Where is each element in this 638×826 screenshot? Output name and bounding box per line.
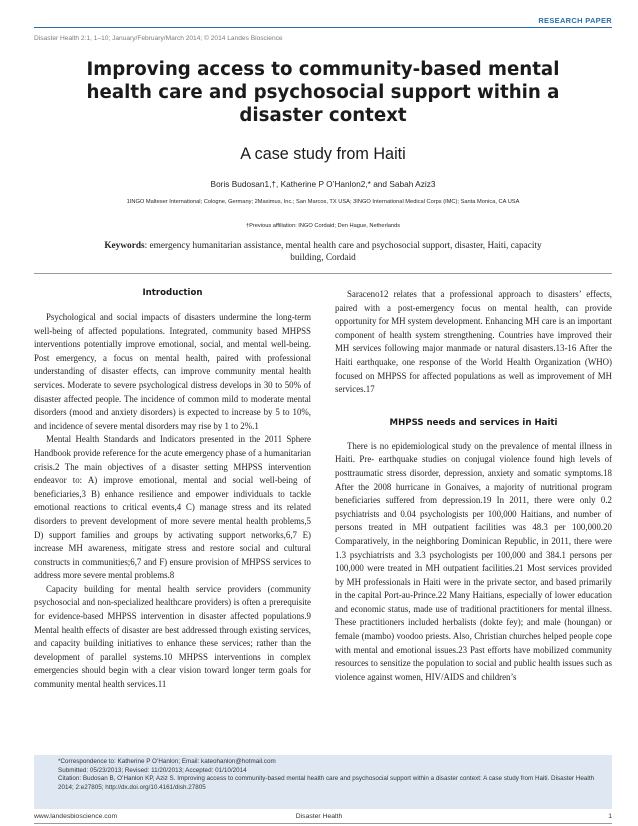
affiliations: 1INGO Malteser International; Cologne, Germany; 2Maximus, Inc.; San Marcos, TX USA; 3INGO International Medical Corps (IMC); Santa Monica, CA USA [126,199,520,205]
article-subtitle: A case study from Haiti [240,145,406,163]
keywords-text: emergency humanitarian assistance, mental health care and psychosocial support, disaster, Haiti, capacity building, Cordaid [149,241,542,263]
title-line-3: disaster context [239,105,407,126]
keywords-block: Keywords: emergency humanitarian assistance, mental health care and psychosocial support, disaster, Haiti, capacity building, Cordaid [104,241,542,263]
section-heading-introduction: Introduction [142,288,203,298]
title-line-1: Improving access to community-based mental [86,59,560,80]
body-paragraph: Saraceno12 relates that a professional approach to disasters’ effects, paired with a post-emergency focus on mental health, can provide opportunity for MH system development. Enhancing MH care is an important component of health system strengthening. Countries have improved their MH services following major manmade or natural disasters.13-16 After the Haiti earthquake, one response of the World Health Organization (WHO) focused on MHPSS for affected populations as well as improvement of MH services.17 [335,289,612,395]
keywords-rule [34,273,612,274]
right-column [335,288,612,684]
body-paragraph: Mental Health Standards and Indicators presented in the 2011 Sphere Handbook provide reference for the acute emergency phase of a humanitarian crisis.2 The main objectives of a disaster setting MHPSS intervention endeavor to: A) improve emotional, mental and social well-being of beneficiaries,3 B) enhance resilience and empower individuals to tackle emotional reactions to critical events,4 C) manage stress and its related disorders to prevent development of more severe mental health problems,5 D) support families and groups by activating support networks,6,7 E) increase MH awareness, mitigate stress and restore social and cultural constructs in communities;6,7 and F) ensure provision of MHPSS services to address more severe mental problems.8 [34,434,311,581]
keywords-label: Keywords [104,241,145,251]
title-line-2: health care and psychosocial support within a [86,82,560,103]
submission-dates: Submitted: 05/23/2013; Revised: 11/20/2013; Accepted: 01/10/2014 [58,766,247,774]
correspondence-box [34,755,612,809]
header-rule [34,27,612,28]
author-list: Boris Budosan1,†, Katherine P O’Hanlon2,* and Sabah Aziz3 [210,179,436,189]
footer-rule [34,823,612,824]
article-type-label: RESEARCH PAPER [538,16,612,25]
correspondence-line: *Correspondence to: Katherine P O’Hanlon; Email: kateohanlon@hotmail.com [58,758,276,765]
citation-line: Citation: Budosan B, O’Hanlon KP, Aziz S. Improving access to community-based mental health care and psychosocial support within a disaster context: A case study from Haiti. Disaster Health 2014; 2:e27805; http://dx.doi.org/10.4161/dish.27805 [58,775,595,791]
journal-citation-line: Disaster Health 2:1, 1–10; January/February/March 2014; © 2014 Landes Bioscience [34,35,283,42]
previous-affiliation: †Previous affiliation: INGO Cordaid; Den Hague, Netherlands [245,223,401,229]
footer-page-number: 1 [608,813,612,820]
body-paragraph: There is no epidemiological study on the prevalence of mental illness in Haiti. Pre- earthquake studies on conjugal violence found high levels of posttraumatic stress disorder, depression, anxiety and somatic symptoms.18 After the 2008 hurricane in Gonaives, a majority of nutritional program beneficiaries suffered from depression.19 In 2011, there were only 0.2 psychiatrists and 0.04 psychologists per 100,000 Haitians, and number of persons treated in MH outpatient facilities was 48.3 per 100,000.20 Comparatively, in the neighboring Dominican Republic, in 2011, there were 1.3 psychiatrists and 3.3 psychologists per 100,000 and 384.1 persons per 100,000 were treated in MH outpatient facilities.21 Most services provided by MH professionals in Haiti were in the private sector, and based primarily in the capital Port-au-Prince.22 Many Haitians, especially of lower education and economic status, made use of traditional practitioners for mental illness. These practitioners included herbalists (dokte fey); and male (houngan) or female (mambo) voodoo priests. Also, Christian churches helped people cope with mental and emotional issues.23 Past efforts have mobilized community resources to sensitize the population to social and public health issues such as violence against women, HIV/AIDS and children’s [335,440,612,682]
footer-website: www.landesbioscience.com [34,813,118,820]
footer-journal: Disaster Health [295,813,343,820]
body-paragraph: Psychological and social impacts of disasters undermine the long-term well-being of affected populations. Integrated, community based MHPSS interventions potentially improve emotional, social, and mental well-being. Post emergency, a focus on mental health, paired with professional understanding of disaster effects, can improve community mental health services. Moderate to severe psychological distress develops in 30 to 50% of disaster affected people. The incidence of common mild to moderate mental disorders (mood and anxiety disorders) is expected to increase by 5 to 10%, and incidence of severe mental disorders may rise by 1 to 2%.1 [34,312,311,431]
left-column [34,288,311,692]
body-paragraph: Capacity building for mental health service providers (community psychosocial and non-specialized healthcare providers) is often a prerequisite for evidence-based MHPSS intervention in disaster affected populations.9 Mental health effects of disaster are best addressed through existing services, and capacity building initiatives to enhance these services; rather than the development of parallel systems.10 MHPSS interventions in complex emergencies should begin with a clear vision toward longer term goals for community mental health services.11 [34,583,311,690]
article-title [34,58,612,127]
section-heading-mhpss: MHPSS needs and services in Haiti [389,417,558,428]
